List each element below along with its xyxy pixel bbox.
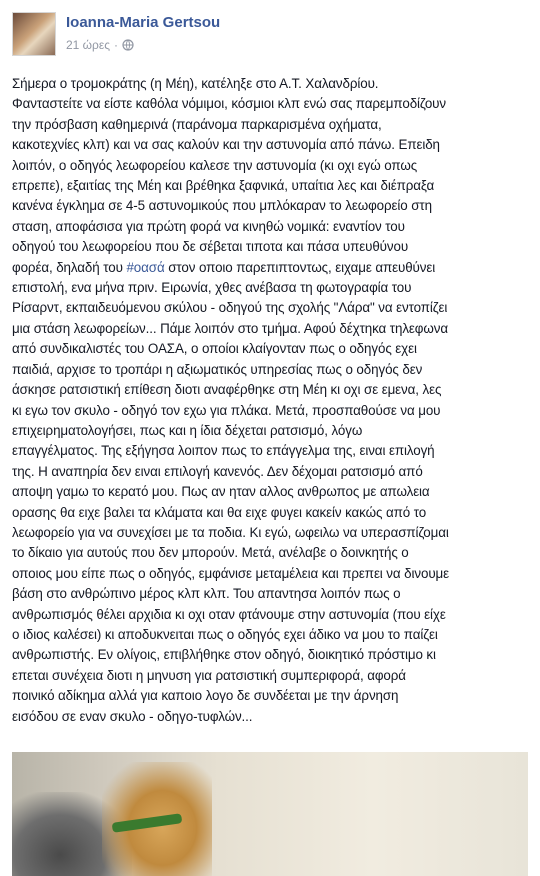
post-photo[interactable] <box>12 752 528 876</box>
hashtag-link[interactable]: #οασά <box>126 259 165 275</box>
post-text-line <box>12 217 528 237</box>
post-text-line <box>12 380 528 400</box>
post-text-segment: εισόδου σε εναν σκυλο - οδηγο-τυφλών... <box>12 708 253 724</box>
post-text-segment: Ρίσαρντ, εκπαιδευόμενου σκύλου - οδηγού της σχολής "Λάρα" να εντοπίζει <box>12 300 448 316</box>
post-text-line <box>12 196 528 216</box>
post-text-line <box>12 666 528 686</box>
post-text-line <box>12 135 528 155</box>
post-text-segment: λοιπόν, ο οδηγός λεωφορείου καλεσε την αστυνομία (κι οχι εγώ οπως <box>12 157 418 173</box>
post-text-line <box>12 74 528 94</box>
post-text-segment: κι εγω τον σκυλο - οδηγό τον εχω για πλάκα. Μετά, προσπαθούσε να μου <box>12 402 441 418</box>
post-text-segment: ανθρωπισμός θέλει αρχιδια κι οχι οταν φτάνουμε στην αστυνομία (που είχε <box>12 606 446 622</box>
post-text-segment: ορασης θα ειχε βαλει τα κλάματα και θα ειχε φυγει κακείν κακώς από το <box>12 504 427 520</box>
post-text-segment: οδηγού του λεωφορείου που δε σέβεται τιποτα και πάσα υπευθύνου <box>12 239 409 255</box>
post-text-line <box>12 298 528 318</box>
post-text-segment: αποψη γαμω το κερατό μου. Πως αν ηταν αλλος ανθρωπος με απωλεια <box>12 484 430 500</box>
post-text-segment: το δίκαιο για αυτούς που δεν μπορούν. Μετά, ανέλαβε ο δοινκητής ο <box>12 545 409 561</box>
post-text-line <box>12 156 528 176</box>
post-text-segment: Φανταστείτε να είστε καθόλα νόμιμοι, κόσμιοι κλπ ενώ σας παρεμποδίζουν <box>12 96 447 112</box>
post-text-segment: από συνδικαλιστές του ΟΑΣΑ, ο οποίοι κλαίγονταν πως ο οδηγός εχει <box>12 341 417 357</box>
post-text-segment: την πρόσβαση καθημερινά (παράνομα παρκαρισμένα οχήματα, <box>12 116 382 132</box>
meta-separator: · <box>114 38 119 52</box>
post-text-segment: Σήμερα ο τρομοκράτης (η Μέη), κατέληξε στο Α.Τ. Χαλανδρίου. <box>12 76 379 91</box>
post-text-line <box>12 503 528 523</box>
timestamp[interactable]: 21 ώρες <box>66 38 111 52</box>
post-text-segment: παιδιά, αρχισε το τροπάρι η αξιωματικός υπηρεσίας πως ο οδηγός δεν <box>12 361 423 377</box>
author-name[interactable]: Ioanna-Maria Gertsou <box>66 14 221 31</box>
post-text-line <box>12 441 528 461</box>
post-text-line <box>12 564 528 584</box>
post-text-segment: ανθρωπιστής. Εν ολίγοις, επιβλήθηκε στον οδηγό, διοικητικό πρόστιμο κι <box>12 647 436 663</box>
post-text-segment: φορέα, δηλαδή του <box>12 259 127 275</box>
post-text-segment: βάση στο ανθρώπινο μέρος κλπ κλπ. Του απαντησα λοιπόν πως ο <box>12 586 401 602</box>
post-text-line <box>12 278 528 298</box>
post-body <box>12 74 528 727</box>
globe-icon[interactable] <box>122 39 134 51</box>
post-text-line <box>12 115 528 135</box>
post-text-segment: λεωφορείο για να συνεχίσει με τα ποδια. Κι εγώ, ωφειλω να υπερασπίζομαι <box>12 524 449 540</box>
post-text-line <box>12 707 528 727</box>
avatar[interactable] <box>12 12 56 56</box>
post-meta <box>66 38 134 52</box>
post-text-line <box>12 421 528 441</box>
post-text-segment: κανένα έγκλημα σε 4-5 αστυνομικούς που μπλόκαραν το λεωφορείο στη <box>12 198 432 214</box>
post-text-segment: επεται συνέχεια διοτι η μηνυση για ρατσιστική συμπεριφορά, αφορά <box>12 667 406 683</box>
post-text-line <box>12 94 528 114</box>
post-text-line <box>12 543 528 563</box>
post-text-line <box>12 482 528 502</box>
post-text-line <box>12 462 528 482</box>
post-text-line <box>12 258 528 278</box>
post-text-segment: επιστολή, ενα μήνα πριν. Ειρωνία, χθες ανέβασα τη φωτογραφία του <box>12 280 412 296</box>
post-text-segment: οποιος μου είπε πως ο οδηγός, εμφάνισε μεταμέλεια και πρεπει να δινουμε <box>12 565 450 581</box>
post-text-line <box>12 605 528 625</box>
post-text-segment: μια στάση λεωφορείων... Πάμε λοιπόν στο τμήμα. Αφού δέχτηκα τηλεφωνα <box>12 320 448 336</box>
post-text-line <box>12 523 528 543</box>
post-text-segment: σταση, αποφάσισα για πρώτη φορά να κινηθώ νομικά: εναντίον του <box>12 218 405 234</box>
post-text-line <box>12 319 528 339</box>
post-text-segment: στον οποιο παρεπιπτοντως, ειχαμε απευθύνει <box>164 259 436 275</box>
post-text-segment: ποινικό αδίκημα αλλά για καποιο λογο δε συνδέεται με την άρνηση <box>12 688 399 704</box>
post-text-segment: κακοτεχνίες κλπ) και να σας καλούν και την αστυνομία από πάνω. Επειδη <box>12 137 440 153</box>
post-text-line <box>12 237 528 257</box>
post-text-line <box>12 625 528 645</box>
post-text-segment: επαγγέλματος. Της εξήγησα λοιπον πως το επάγγελμα της, ειναι επιλογή <box>12 443 435 459</box>
post-text-line <box>12 584 528 604</box>
post-text-segment: άσκησε ρατσιστική επίθεση διοτι αναφέρθηκε στη Μέη κι οχι σε εμενα, λες <box>12 382 442 398</box>
post-text-line <box>12 360 528 380</box>
post-text-segment: της. Η αναπηρία δεν ειναι επιλογή κανενός. Δεν δέχομαι ρατσισμό από <box>12 463 423 479</box>
post-text-segment: επιχειρηματολογήσει, πως και η ίδια δέχεται ρατσισμό, λόγω <box>12 422 363 438</box>
post-text-line <box>12 401 528 421</box>
post-text-line <box>12 339 528 359</box>
post-text-line <box>12 645 528 665</box>
post-text-line <box>12 686 528 706</box>
post-text-line <box>12 176 528 196</box>
post-text-segment: επρεπε), εξαιτίας της Μέη και βρέθηκα ξαφνικά, υπαίτια λες και διέπραξα <box>12 178 435 194</box>
post-text-segment: ο ιδιος καλέσει) κι αποδυκνειται πως ο οδηγός εχει άδικο να μου το παίζει <box>12 626 438 642</box>
